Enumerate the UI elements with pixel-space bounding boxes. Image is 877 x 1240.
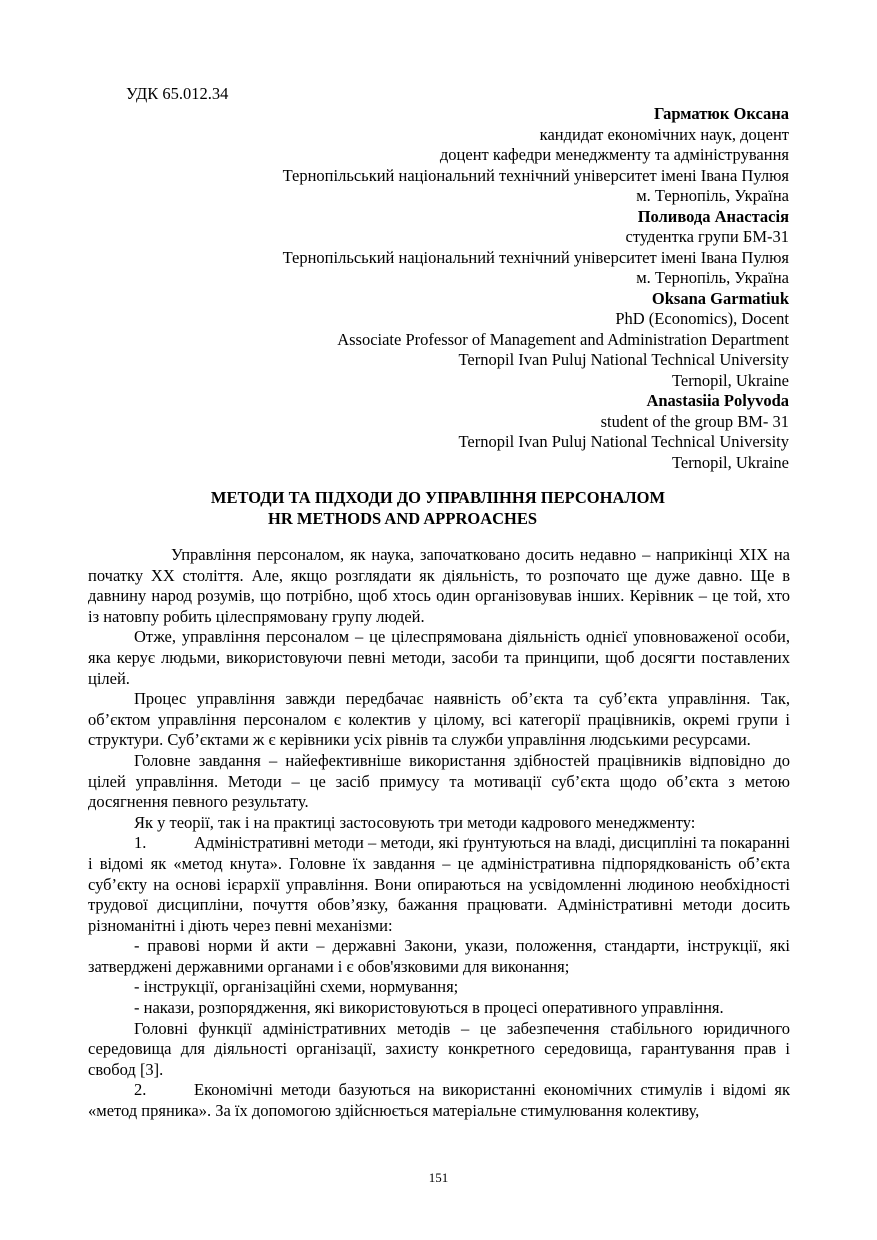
paragraph: [88, 1080, 790, 1121]
author-name: Гарматюк Оксана: [654, 104, 789, 123]
article-body: [88, 545, 790, 1122]
author-affiliation-line: student of the group BM- 31: [600, 411, 789, 431]
paragraph: Управління персоналом, як наука, започатковано досить недавно – наприкінці XIX на початку XX століття. Але, якщо розглядати як діяльність, то розпочато ще дуже давно. Ще в давнину народ розумів, що потрібно, щоб хтось один організовував інших. Керівник – це той, хто із натовпу робить цілеспрямовану групу людей.: [88, 545, 790, 626]
author-affiliation-line: Ternopil Ivan Puluj National Technical University: [458, 350, 789, 369]
title-ukrainian: МЕТОДИ ТА ПІДХОДИ ДО УПРАВЛІННЯ ПЕРСОНАЛОМ: [210, 488, 666, 507]
list-number: 2.: [134, 1080, 147, 1100]
author-affiliation-line: Ternopil, Ukraine: [671, 452, 789, 472]
paragraph: Головне завдання – найефективніше використання здібностей працівників відповідно до цілей управління. Методи – це засіб примусу та мотивації суб’єкта щодо об’єкта з метою досягнення певного результату.: [88, 750, 790, 812]
paragraph-text: Економічні методи базуються на використанні економічних стимулів і відомі як «метод пряника». За їх допомогою здійснюється матеріальне стимулювання колективу,: [88, 1080, 790, 1121]
paragraph: Отже, управління персоналом – це цілеспрямована діяльність однієї уповноваженої особи, яка керує людьми, використовуючи певні методи, засоби та принципи, щоб досягти поставлених цілей.: [88, 627, 790, 688]
paragraph: - інструкції, організаційні схеми, нормування;: [134, 977, 459, 997]
paragraph: - правові норми й акти – державні Закони, укази, положення, стандарти, інструкції, які затверджені державними органами і є обов'язковими для виконання;: [88, 936, 790, 976]
author-affiliation-line: кандидат економічних наук, доцент: [539, 124, 789, 144]
author-affiliation-line: м. Тернопіль, Україна: [636, 268, 789, 287]
author-affiliation-line: студентка групи БМ-31: [625, 227, 789, 246]
author-name: Oksana Garmatiuk: [651, 288, 789, 308]
author-affiliation-line: Тернопільський національний технічний університет імені Івана Пулюя: [282, 165, 789, 185]
udk-code: УДК 65.012.34: [126, 84, 229, 103]
author-affiliation-line: Ternopil, Ukraine: [671, 370, 789, 390]
article-title: [88, 488, 788, 529]
paragraph: - накази, розпорядження, які використовуються в процесі оперативного управління.: [134, 998, 724, 1018]
title-english: HR METHODS AND APPROACHES: [268, 508, 538, 528]
author-affiliation-line: доцент кафедри менеджменту та адміністрування: [439, 145, 789, 164]
author-affiliation-line: Associate Professor of Management and Administration Department: [337, 329, 789, 349]
author-block: [169, 104, 789, 473]
paragraph: Головні функції адміністративних методів – це забезпечення стабільного юридичного середовища для діяльності організації, захисту конкретного середовища, гарантування прав і свобод [3].: [88, 1018, 790, 1079]
author-affiliation-line: Тернопільський національний технічний університет імені Івана Пулюя: [282, 247, 789, 267]
page-number: 151: [428, 1170, 449, 1185]
paragraph: Як у теорії, так і на практиці застосовують три методи кадрового менеджменту:: [134, 812, 696, 832]
author-affiliation-line: м. Тернопіль, Україна: [636, 186, 789, 205]
author-name: Anastasiia Polyvoda: [646, 391, 789, 410]
author-affiliation-line: PhD (Economics), Docent: [615, 309, 789, 328]
author-affiliation-line: Ternopil Ivan Puluj National Technical University: [458, 432, 789, 451]
paragraph: [88, 833, 790, 936]
list-number: 1.: [134, 833, 147, 853]
author-name: Поливода Анастасія: [637, 206, 789, 226]
paragraph-text: Адміністративні методи – методи, які ґрунтуються на владі, дисципліні та покаранні і відомі як «метод кнута». Головне їх завдання – це адміністративна підпорядкованість об’єкта суб’єкту на основі ієрархії управління. Вони опираються на усвідомленні людиною необхідності трудової дисципліни, почуття обов’язку, бажання працювати. Адміністративні методи досить різноманітні і діють через певні механізми:: [88, 833, 790, 935]
paragraph: Процес управління завжди передбачає наявність об’єкта та суб’єкта управління. Так, об’єктом управління персоналом є колектив у цілому, всі категорії працівників, окремі групи і структури. Суб’єктами ж є керівники усіх рівнів та служби управління людськими ресурсами.: [88, 689, 790, 750]
